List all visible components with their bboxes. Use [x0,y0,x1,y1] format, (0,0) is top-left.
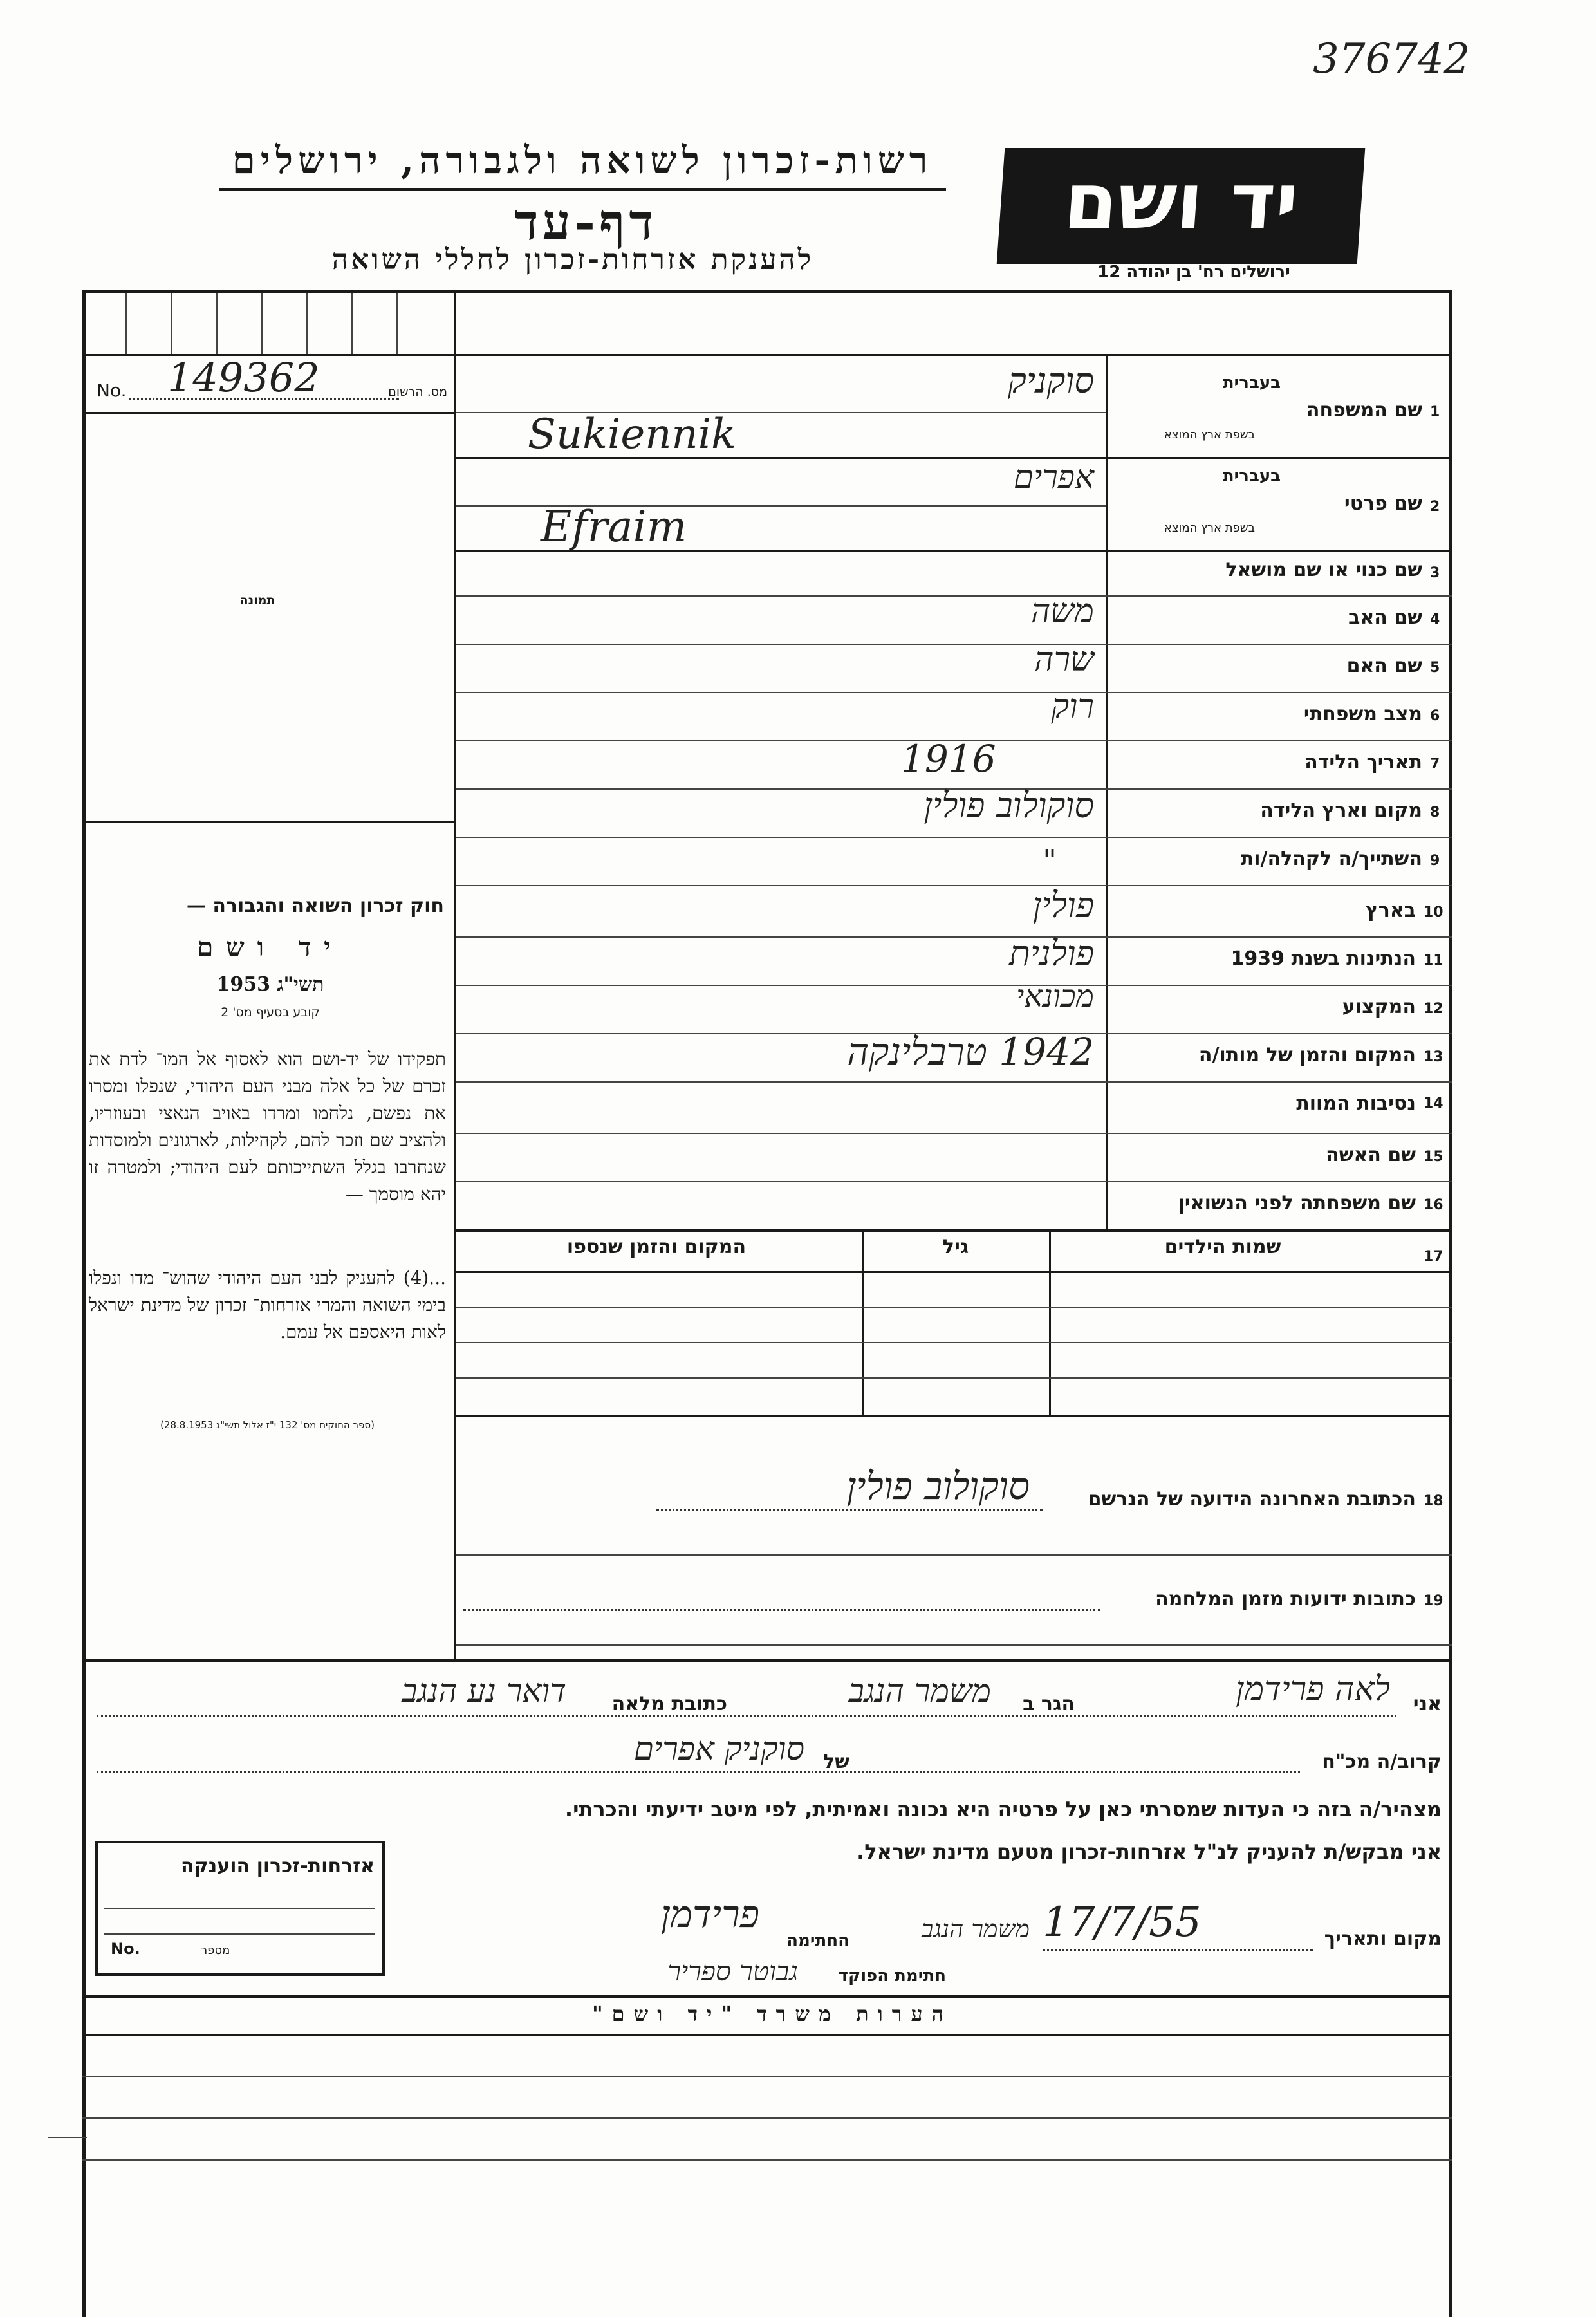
archive-number: 376742 [1313,35,1471,83]
notes-line-3 [82,2159,1452,2161]
field-8-label: מקום וארץ הלידה [1260,799,1422,822]
field-8-value: סוקולוב פולין [923,785,1094,826]
frame-right [1449,290,1452,2317]
field-2-sub-native: בשפת ארץ המוצא [1164,521,1255,535]
decl-postal: דואר נע הנגב [402,1672,566,1709]
registration-no-label: No. [97,380,127,401]
children-table-bottom [456,1415,1452,1417]
decl-of-name: סוקניק אפרים [633,1730,804,1767]
field-13-row-line [456,1081,1452,1083]
field-13-num: 13 [1424,1049,1443,1065]
frame-left [82,290,86,2317]
tick-4 [261,293,263,354]
citizenship-box-number-label: מספר [201,1944,230,1957]
field-12-label: המקצוע [1342,996,1416,1018]
field-8-row-line [456,837,1452,838]
field-16-num: 16 [1424,1197,1443,1213]
notes-line-1 [82,2076,1452,2077]
field-4-value: משה [1030,592,1094,631]
children-col-divider-2 [1049,1229,1051,1416]
law-name: יד ושם [197,932,344,962]
children-col-age: גיל [942,1236,969,1258]
field-7-value: 1916 [901,737,996,781]
field-11-value: פולנית [1008,933,1094,974]
children-col-names: שמות הילדים [1164,1236,1281,1258]
decl-official: גבוטר ספריר [667,1955,798,1987]
decl-resides: הגר ב [1023,1693,1075,1715]
field-2-label: שם פרטי [1344,492,1422,515]
children-row-3 [456,1377,1452,1379]
notes-title: הערות משרד "יד ושם" [591,2002,953,2026]
tick-6 [351,293,353,354]
field-11-num: 11 [1424,953,1443,969]
law-paragraph-1: תפקידו של יד-ושם הוא לאסוף אל המו־ לדת את זכרם של כל אלה מבני העם היהודי, שנפלו ומסרו את נפשם, נלחמו ומרדו באויב הנאצי ובעוזריו, ולהציב שם וזכר להם, לקהילות, לארגונים ולמוסדות שנחרבו בגלל השתייכותם לעם היהודי; ולמטרה זו יהא מוסמך — [89,1048,446,1205]
children-col-divider-1 [862,1229,864,1416]
field-10-num: 10 [1424,904,1443,920]
field-15-label: שם האשה [1326,1144,1416,1166]
authority-underline [219,188,946,191]
field-4-label: שם האב [1348,606,1422,629]
frame-top [82,290,1452,293]
form-subtitle: להענקת אזרחות-זכרון לחללי השואה [331,243,814,276]
photo-bottom [82,821,456,823]
field-2-sub-hebrew: בעברית [1222,467,1281,486]
field-7-num: 7 [1430,756,1440,772]
form-title: דף-עד [514,193,657,252]
decl-place: משמר הנגב [921,1915,1030,1943]
address-last-num: 18 [1424,1493,1443,1509]
decl-signature: פרידמן [660,1892,759,1936]
decl-name: לאה פרידמן [1236,1670,1390,1709]
label-column-divider [1106,354,1108,1229]
address-war-line [456,1644,1452,1646]
field-4-num: 4 [1430,611,1440,628]
field-6-num: 6 [1430,708,1440,724]
field-9-label: השתייך/ה לקהלה/ות [1240,848,1422,870]
address-last-line [456,1554,1452,1556]
decl-official-label: חתימת הפוקד [838,1966,946,1986]
decl-city: משמר הנגב [848,1672,991,1709]
decl-signature-label: החתימה [786,1931,849,1950]
decl-statement-1: מצהיר/ה בזה כי העדות שמסרתי כאן על פרטיה היא נכונה ואמיתית, לפי מיטב ידיעתי והכרתי. [564,1797,1442,1821]
authority-title: רשות-זכרון לשואה ולגבורה, ירושלים [232,138,933,182]
law-clause: קובע בסעיף מס' 2 [221,1005,320,1019]
field-6-value: רוק [1051,687,1094,726]
decl-relative: קרוב/ה מכ"ח [1322,1751,1442,1773]
decl-statement-2: אני מבקש/ת להעניק לנ"ל אזרחות-זכרון מטעם מדינת ישראל. [857,1839,1442,1864]
children-col-place: המקום והזמן שנספו [566,1236,747,1258]
field-2-value-native: Efraim [541,502,687,552]
citizenship-box-no: No. [111,1940,140,1958]
field-10-label: בארץ [1365,899,1416,922]
address-last-label: הכתובת האחרונה הידועה של הנרשם [1088,1488,1416,1511]
decl-place-date-dots [1043,1949,1313,1951]
photo-label: תמונה [239,593,275,608]
children-num: 17 [1424,1249,1443,1265]
decl-place-date-label: מקום ותאריך [1324,1928,1442,1950]
field-8-num: 8 [1430,805,1440,821]
field-13-value: 1942 טרבלינקה [847,1030,1094,1074]
field-5-label: שם האם [1346,655,1422,677]
field-10-value: פולין [1032,885,1094,926]
notes-line-4 [48,2137,87,2138]
children-header-bottom [456,1271,1452,1273]
field-3-num: 3 [1430,565,1440,581]
field-1-sub-native: בשפת ארץ המוצא [1164,428,1255,442]
field-1-num: 1 [1430,404,1440,420]
field-13-label: המקום והזמן של מותו/ה [1198,1044,1416,1066]
tick-5 [306,293,308,354]
logo-text: יד ושם [1061,157,1302,247]
law-footnote: (ספר החוקים מס' 132 י"ז אלול תשי"ג 28.8.1953) [160,1419,375,1431]
field-5-num: 5 [1430,660,1440,676]
decl-line1-dots [97,1715,1396,1717]
field-11-label: הנתינות בשנת 1939 [1230,947,1416,970]
tick-1 [125,293,127,354]
field-2-value: אפרים [1013,458,1094,496]
field-16-row-line [456,1229,1452,1232]
field-14-label: נסיבות המוות [1296,1092,1416,1115]
field-3-label: שם כנוי או שם מושאל [1225,559,1422,581]
notes-top [82,1995,1452,1998]
registration-label: מס. הרשום [388,385,447,399]
field-14-num: 14 [1424,1095,1443,1112]
field-9-num: 9 [1430,853,1440,869]
law-paragraph-2: ...(4) להעניק לבני העם היהודי שהוש־ מדו ונפלו בימי השואה והמרי אזרחות־ זכרון של מדינת ישראל לאות היאספם אל עמם. [89,1267,446,1343]
address-war-label: כתובות ידועות מזמן המלחמה [1155,1588,1416,1610]
field-6-label: מצב משפחתי [1303,703,1422,725]
field-7-label: תאריך הלידה [1304,751,1422,774]
tick-7 [396,293,398,354]
decl-date: 17/7/55 [1043,1899,1202,1946]
children-row-1 [456,1307,1452,1308]
law-year: תשי"ג 1953 [216,973,324,996]
field-2-num: 2 [1430,499,1440,515]
decl-line2-dots [97,1771,1300,1773]
field-16-label: שם משפחתה לפני הנשואין [1178,1192,1416,1214]
address-war-num: 19 [1424,1593,1443,1609]
address-last-dots [656,1509,1043,1511]
law-title: חוק זכרון השואה והגבורה — [186,895,444,917]
declaration-top [82,1659,1452,1662]
field-15-row-line [456,1181,1452,1182]
field-1-value-native: Sukiennik [528,411,736,458]
tick-3 [216,293,218,354]
notes-line-2 [82,2117,1452,2119]
notes-title-line [82,2034,1452,2036]
address-last-value: סוקולוב פולין [846,1464,1030,1508]
registration-bottom [82,412,456,414]
citizenship-box-line-2 [104,1933,375,1935]
logo-address: ירושלים רח' בן יהודה 12 [1097,263,1290,282]
field-14-row-line [456,1133,1452,1134]
field-9-value: " [1043,843,1057,879]
citizenship-box [95,1841,385,1976]
yad-vashem-logo [997,148,1366,264]
field-12-value: מכונאי [1016,978,1094,1014]
field-1-value: סוקניק [1007,360,1094,401]
citizenship-box-title: אזרחות-זכרון הוענקה [180,1855,375,1877]
decl-postal-label: כתובת מלאה [611,1693,727,1715]
field-15-num: 15 [1424,1149,1443,1165]
field-1-label: שם המשפחה [1306,399,1422,422]
field-1-sub-hebrew: בעברית [1222,373,1281,393]
registration-number: 149362 [167,354,320,401]
decl-ani: אני [1413,1693,1442,1715]
address-war-dots [463,1609,1100,1611]
children-row-2 [456,1342,1452,1343]
left-column-divider [454,290,456,1661]
decl-of: של [823,1751,849,1773]
citizenship-box-line-1 [104,1908,375,1909]
tick-2 [171,293,172,354]
field-5-value: שרה [1034,640,1094,679]
field-12-num: 12 [1424,1001,1443,1017]
